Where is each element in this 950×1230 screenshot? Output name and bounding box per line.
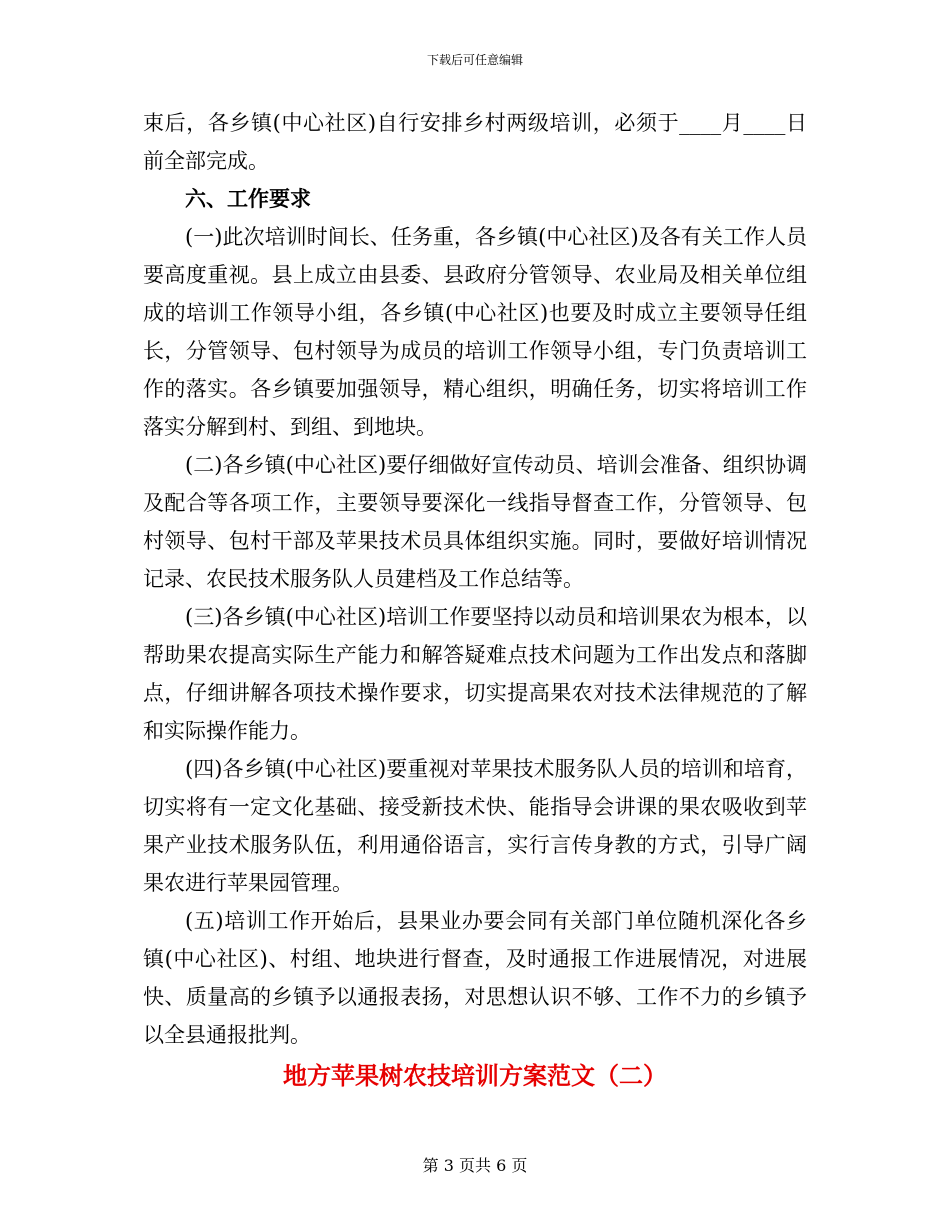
document-body bbox=[143, 104, 807, 1096]
page-header: 下载后可任意编辑 bbox=[426, 53, 523, 67]
section-heading: 六、工作要求 bbox=[185, 186, 311, 211]
requirement-item-3: (三)各乡镇(中心社区)培训工作要坚持以动员和培训果农为根本，以帮助果农提高实际生产能力和解答疑难点技术问题为工作出发点和落脚点，仔细讲解各项技术操作要求，切实提高果农对技术法律规范的了解和实际操作能力。 bbox=[143, 605, 807, 743]
requirement-item-4: (四)各乡镇(中心社区)要重视对苹果技术服务队人员的培训和培育，切实将有一定文化基础、接受新技术快、能指导会讲课的果农吸收到苹果产业技术服务队伍，利用通俗语言，实行言传身教的方式，引导广阔果农进行苹果园管理。 bbox=[143, 757, 807, 895]
intro-paragraph: 束后，各乡镇(中心社区)自行安排乡村两级培训，必须于____月____日前全部完成。 bbox=[143, 111, 807, 173]
requirement-item-2: (二)各乡镇(中心社区)要仔细做好宣传动员、培训会准备、组织协调及配合等各项工作，主要领导要深化一线指导督查工作，分管领导、包村领导、包村干部及苹果技术员具体组织实施。同时，要做好培训情况记录、农民技术服务队人员建档及工作总结等。 bbox=[143, 453, 807, 591]
requirement-item-5: (五)培训工作开始后，县果业办要会同有关部门单位随机深化各乡镇(中心社区)、村组、地块进行督查，及时通报工作进展情况，对进展快、质量高的乡镇予以通报表扬，对思想认识不够、工作不力的乡镇予以全县通报批判。 bbox=[143, 909, 807, 1047]
page-number: 第 3 页共 6 页 bbox=[422, 1156, 528, 1175]
document-title: 地方苹果树农技培训方案范文（二） bbox=[283, 1062, 667, 1090]
requirement-item-1: (一)此次培训时间长、任务重，各乡镇(中心社区)及各有关工作人员要高度重视。县上成立由县委、县政府分管领导、农业局及相关单位组成的培训工作领导小组，各乡镇(中心社区)也要及时成立主要领导任组长，分管领导、包村领导为成员的培训工作领导小组，专门负责培训工作的落实。各乡镇要加强领导，精心组织，明确任务，切实将培训工作落实分解到村、到组、到地块。 bbox=[143, 225, 807, 439]
